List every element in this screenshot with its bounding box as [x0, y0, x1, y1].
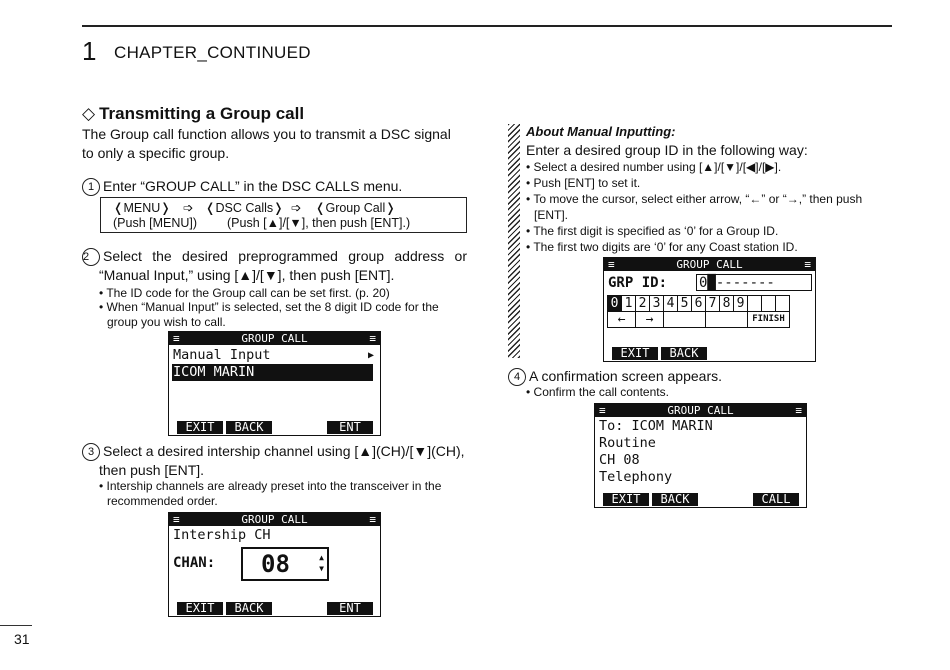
footer-rule: [0, 625, 32, 626]
digit-key-7[interactable]: 7: [706, 296, 720, 312]
push-ent-text: (Push [▲]/[▼], then push [ENT].): [227, 216, 411, 230]
step-1-text: Enter “GROUP CALL” in the DSC CALLS menu.: [103, 178, 403, 194]
softkey-exit[interactable]: EXIT: [177, 421, 223, 434]
softkey-call[interactable]: CALL: [753, 493, 799, 506]
softkey-back[interactable]: BACK: [652, 493, 698, 506]
menu-icon: ≡: [369, 513, 376, 526]
lcd-header: [604, 258, 815, 271]
step-4-text: A confirmation screen appears.: [529, 368, 722, 384]
menu-icon: ≡: [599, 404, 606, 417]
digit-key-5[interactable]: 5: [678, 296, 692, 312]
softkey-ent[interactable]: ENT: [327, 602, 373, 615]
step-number: 2: [82, 248, 100, 266]
lcd-title: GROUP CALL: [241, 513, 308, 526]
note-bullet-5: • The first two digits are ‘0’ for any Coast station ID.: [526, 240, 798, 254]
digit-key-9[interactable]: 9: [734, 296, 748, 312]
diamond-icon: ◇: [82, 104, 96, 123]
lcd-intership: [168, 512, 381, 617]
softkey-back[interactable]: BACK: [226, 602, 272, 615]
step-number: 1: [82, 178, 100, 196]
intro-line-1: The Group call function allows you to transmit a DSC signal: [82, 126, 451, 142]
softkey-exit[interactable]: EXIT: [603, 493, 649, 506]
confirm-line-category: Routine: [599, 435, 656, 451]
lcd-title: GROUP CALL: [676, 258, 743, 271]
step-number: 4: [508, 368, 526, 386]
grp-id-field[interactable]: 0█-------: [696, 274, 812, 291]
chapter-title: CHAPTER_CONTINUED: [114, 43, 311, 62]
step-number: 3: [82, 443, 100, 461]
push-menu-text: (Push [MENU]): [113, 216, 198, 230]
confirm-line-to: To: ICOM MARIN: [599, 418, 713, 434]
chevron-right-icon: ▶: [367, 350, 374, 361]
softkey-exit[interactable]: EXIT: [177, 602, 223, 615]
empty-key: [706, 312, 748, 328]
empty-key: [776, 296, 790, 312]
confirm-line-mode: Telephony: [599, 469, 673, 485]
step-2-bullet-2a: • When “Manual Input” is selected, set the 8 digit ID code for the: [99, 300, 439, 314]
note-bullet-3a: • To move the cursor, select either arrow, “←” or “→,” then push: [526, 192, 863, 206]
digit-row: [608, 296, 790, 312]
intro-line-2: to only a specific group.: [82, 145, 230, 161]
note-hatch-bar: [508, 124, 520, 358]
lcd-manual-input: [603, 257, 816, 362]
menu-path-box: [100, 197, 467, 233]
menu-icon: ≡: [795, 404, 802, 417]
chapter-number: 1: [82, 36, 97, 66]
note-bullet-4: • The first digit is specified as ‘0’ for a Group ID.: [526, 224, 779, 238]
step-2-bullet-1: • The ID code for the Group call can be set first. (p. 20): [99, 286, 390, 300]
step-2-bullet-2b: group you wish to call.: [107, 315, 226, 329]
note-title: About Manual Inputting:: [526, 124, 676, 139]
menu-icon: ≡: [173, 513, 180, 526]
lcd-title: GROUP CALL: [241, 332, 308, 345]
control-row: [608, 312, 790, 328]
digit-key-8[interactable]: 8: [720, 296, 734, 312]
note-bullet-3b: [ENT].: [534, 208, 569, 222]
confirm-line-channel: CH 08: [599, 452, 640, 468]
list-item-manual-input[interactable]: [173, 347, 374, 364]
menu-icon: ≡: [173, 332, 180, 345]
note-intro: Enter a desired group ID in the following way:: [526, 142, 808, 158]
empty-key: [748, 296, 762, 312]
menu-icon: ≡: [608, 258, 615, 271]
softkey-exit[interactable]: EXIT: [612, 347, 658, 360]
section-title-text: Transmitting a Group call: [99, 104, 305, 123]
digit-key-4[interactable]: 4: [664, 296, 678, 312]
page-number: 31: [14, 631, 30, 647]
step-3-bullet-1b: recommended order.: [107, 494, 218, 508]
list-item-label: Manual Input: [173, 347, 271, 363]
step-2-line-1: [82, 247, 467, 266]
digit-key-1[interactable]: 1: [622, 296, 636, 312]
right-arrow-key[interactable]: →: [636, 312, 664, 328]
menu-icon: ≡: [804, 258, 811, 271]
lcd-header: [169, 332, 380, 345]
list-item-selected[interactable]: ICOM MARIN: [172, 364, 373, 381]
lcd-group-call-list: [168, 331, 381, 436]
step-4-bullet-1: • Confirm the call contents.: [526, 385, 669, 399]
channel-selector[interactable]: [241, 547, 329, 581]
note-bullet-2: • Push [ENT] to set it.: [526, 176, 641, 190]
up-down-icon: ▲ ▼: [319, 553, 324, 573]
menu-icon: ≡: [369, 332, 376, 345]
lcd-header: [169, 513, 380, 526]
step-3-text: Select a desired intership channel using [▲](CH)/[▼](CH),: [103, 443, 465, 459]
softkey-back[interactable]: BACK: [661, 347, 707, 360]
lcd-title: GROUP CALL: [667, 404, 734, 417]
step-3-bullet-1a: • Intership channels are already preset into the transceiver in the: [99, 479, 442, 493]
menu-key-label: ❬MENU❭: [113, 201, 171, 215]
softkey-ent[interactable]: ENT: [327, 421, 373, 434]
step-1: [82, 177, 402, 196]
dsc-calls-label: ❬DSC Calls❭: [205, 201, 284, 215]
step-3-line-1: [82, 442, 465, 461]
note-bullet-1: • Select a desired number using [▲]/[▼]/[◀]/[▶].: [526, 160, 782, 174]
chan-label: CHAN:: [173, 555, 216, 571]
digit-key-0[interactable]: 0: [608, 296, 622, 312]
softkey-back[interactable]: BACK: [226, 421, 272, 434]
digit-grid: [607, 295, 790, 328]
digit-key-6[interactable]: 6: [692, 296, 706, 312]
grp-id-label: GRP ID:: [608, 275, 668, 291]
group-call-label: ❬Group Call❭: [315, 201, 396, 215]
arrow-icon: ➩: [291, 201, 302, 215]
digit-key-2[interactable]: 2: [636, 296, 650, 312]
chan-value: 08: [261, 550, 290, 578]
section-title: [82, 104, 304, 124]
lcd-header: [595, 404, 806, 417]
intership-subtitle: Intership CH: [173, 527, 271, 543]
empty-key: [762, 296, 776, 312]
finish-key[interactable]: FINISH: [748, 312, 790, 328]
step-2-line-2: “Manual Input,” using [▲]/[▼], then push [ENT].: [99, 267, 395, 283]
lcd-confirm: [594, 403, 807, 508]
digit-key-3[interactable]: 3: [650, 296, 664, 312]
empty-key: [664, 312, 706, 328]
arrow-icon: ➩: [183, 201, 194, 215]
step-3-line-2: then push [ENT].: [99, 462, 205, 478]
step-2-text: Select the desired preprogrammed group address or: [103, 248, 467, 264]
header-rule: [82, 25, 892, 27]
left-arrow-key[interactable]: ←: [608, 312, 636, 328]
